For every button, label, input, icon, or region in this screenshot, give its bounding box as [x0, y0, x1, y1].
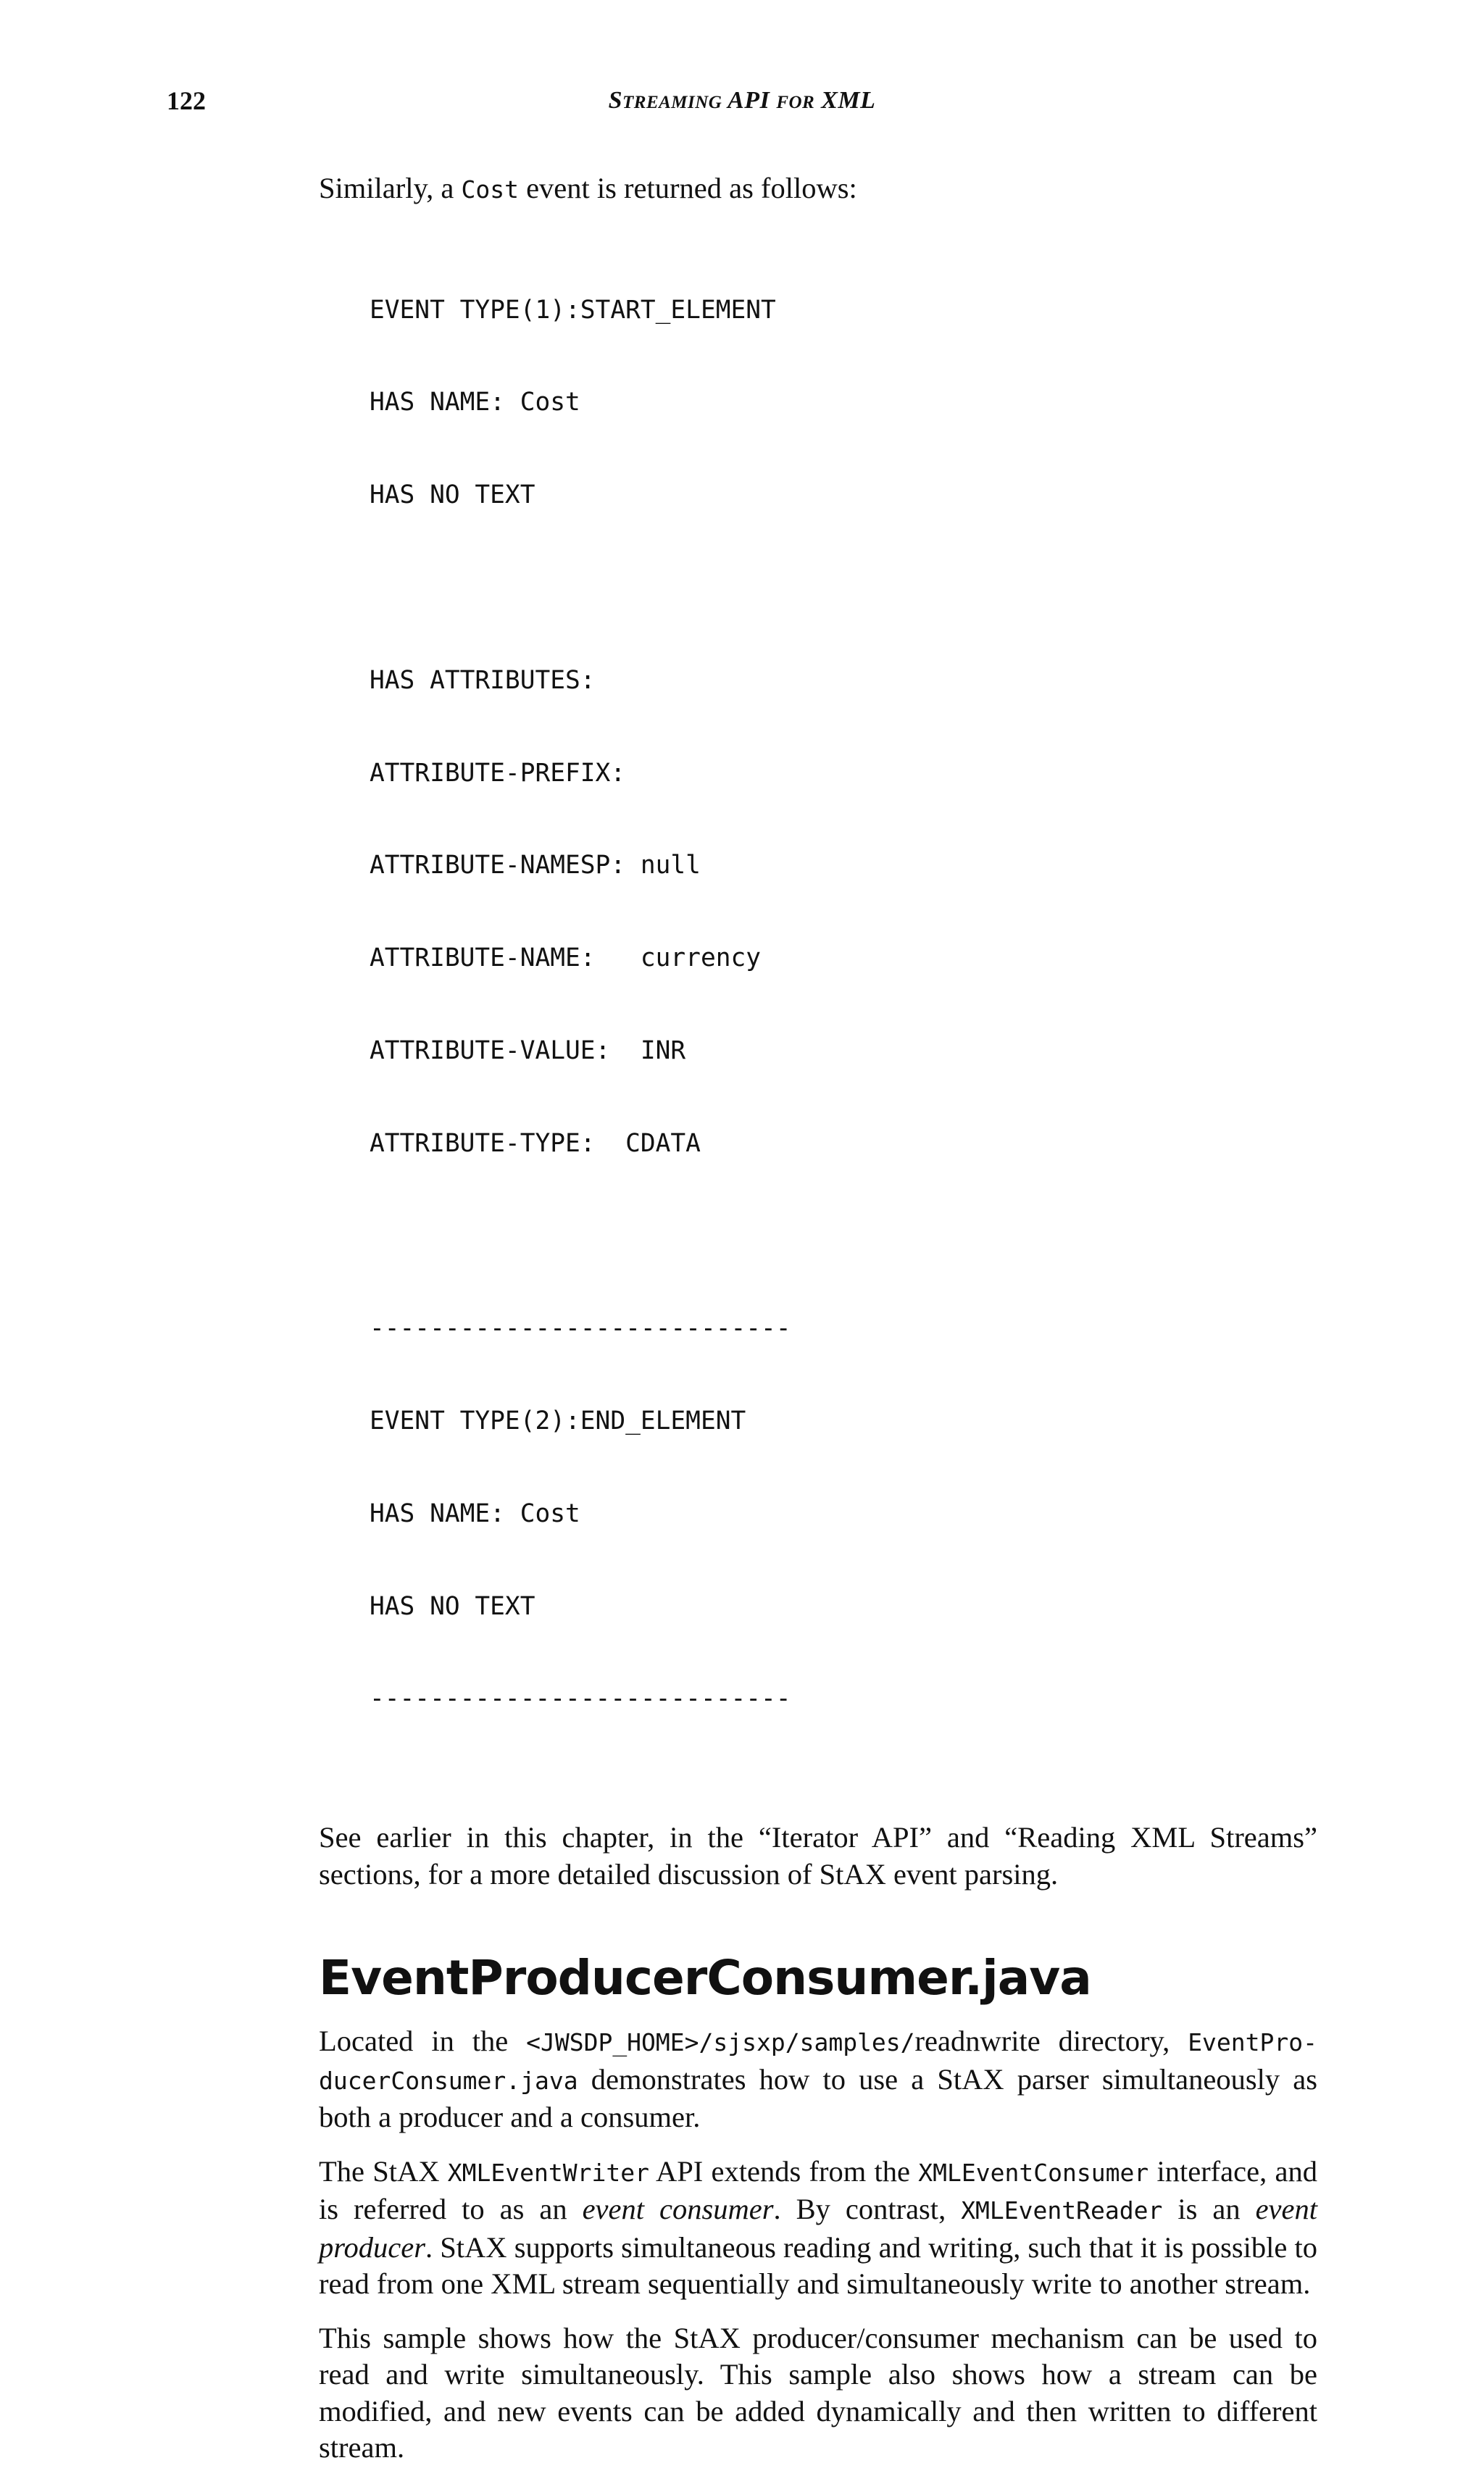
title-api: API [728, 87, 770, 114]
code-line: ATTRIBUTE-NAMESP: null [370, 851, 701, 880]
code-line: HAS NO TEXT [370, 480, 535, 510]
running-title [167, 87, 1317, 114]
code-path: <JWSDP_HOME>/sjsxp/samples/ [526, 2028, 915, 2057]
intro-text-after: event is returned as follows: [518, 172, 857, 204]
title-cap: S [608, 87, 622, 114]
text: The StAX [319, 2154, 448, 2188]
section-heading: EventProducerConsumer.java [319, 1950, 1091, 2006]
code-block [370, 233, 1317, 1777]
code-line: HAS ATTRIBUTES: [370, 665, 596, 695]
code-line: HAS NO TEXT [370, 1591, 535, 1621]
code-line: ATTRIBUTE-TYPE: CDATA [370, 1128, 701, 1158]
page-number: 122 [167, 86, 206, 115]
sample-paragraph: This sample shows how the StAX producer/consumer mechanism can be used to read and write simultaneously. This sample also shows how a stream can be modified, and new events can be added dynamically and then written to different stream. [319, 2321, 1317, 2464]
text: . StAX supports simultaneous reading and writing, such that it is possible to read from one XML stream sequentially and simultaneously write to another stream. [319, 2230, 1317, 2301]
text: demonstrates how to use a StAX parser simultaneously as both a producer and a consumer. [319, 2062, 1317, 2134]
code-line: ---------------------------- [370, 1314, 791, 1343]
text: is an [1162, 2193, 1256, 2226]
text: readnwrite directory, [914, 2025, 1188, 2058]
code-classname-part2: ducerConsumer.java [319, 2066, 578, 2095]
italic-event-producer: event producer [319, 2193, 1318, 2264]
intro-text-before: Similarly, a [319, 172, 462, 204]
see-earlier-paragraph: See earlier in this chapter, in the “Iterator API” and “Reading XML Streams” sections, for a more detailed discussion of StAX event parsing. [319, 1821, 1317, 1891]
title-xml: XML [821, 87, 876, 114]
code-line: HAS NAME: Cost [370, 388, 580, 417]
italic-event-consumer: event consumer [582, 2193, 774, 2226]
code-xmleventconsumer: XMLEventConsumer [918, 2158, 1149, 2187]
code-classname-part1: EventPro- [1188, 2028, 1317, 2057]
code-line: ATTRIBUTE-VALUE: INR [370, 1035, 686, 1065]
title-for: FOR [776, 93, 815, 112]
code-line: EVENT TYPE(2):END_ELEMENT [370, 1406, 746, 1436]
code-line: EVENT TYPE(1):START_ELEMENT [370, 295, 776, 325]
code-line [370, 572, 1317, 604]
page-content [319, 170, 1317, 2484]
text: Located in the [319, 2025, 527, 2058]
code-line: ATTRIBUTE-NAME: currency [370, 943, 762, 973]
located-paragraph [319, 2023, 1317, 2136]
title-small-caps: TREAMING [622, 93, 722, 112]
text: API extends from the [649, 2154, 919, 2188]
text: . By contrast, [773, 2193, 962, 2226]
code-xmleventwriter: XMLEventWriter [447, 2158, 649, 2187]
code-line: ATTRIBUTE-PREFIX: [370, 758, 626, 788]
code-xmleventreader: XMLEventReader [961, 2196, 1163, 2225]
code-line: HAS NAME: Cost [370, 1499, 580, 1528]
code-line: ---------------------------- [370, 1684, 791, 1714]
text: interface, and is referred to as an [319, 2154, 1317, 2226]
code-line [370, 1221, 1317, 1252]
intro-code-cost: Cost [461, 175, 519, 204]
intro-paragraph [319, 170, 1317, 209]
stax-writer-paragraph [319, 2154, 1317, 2303]
running-head [167, 86, 1317, 122]
